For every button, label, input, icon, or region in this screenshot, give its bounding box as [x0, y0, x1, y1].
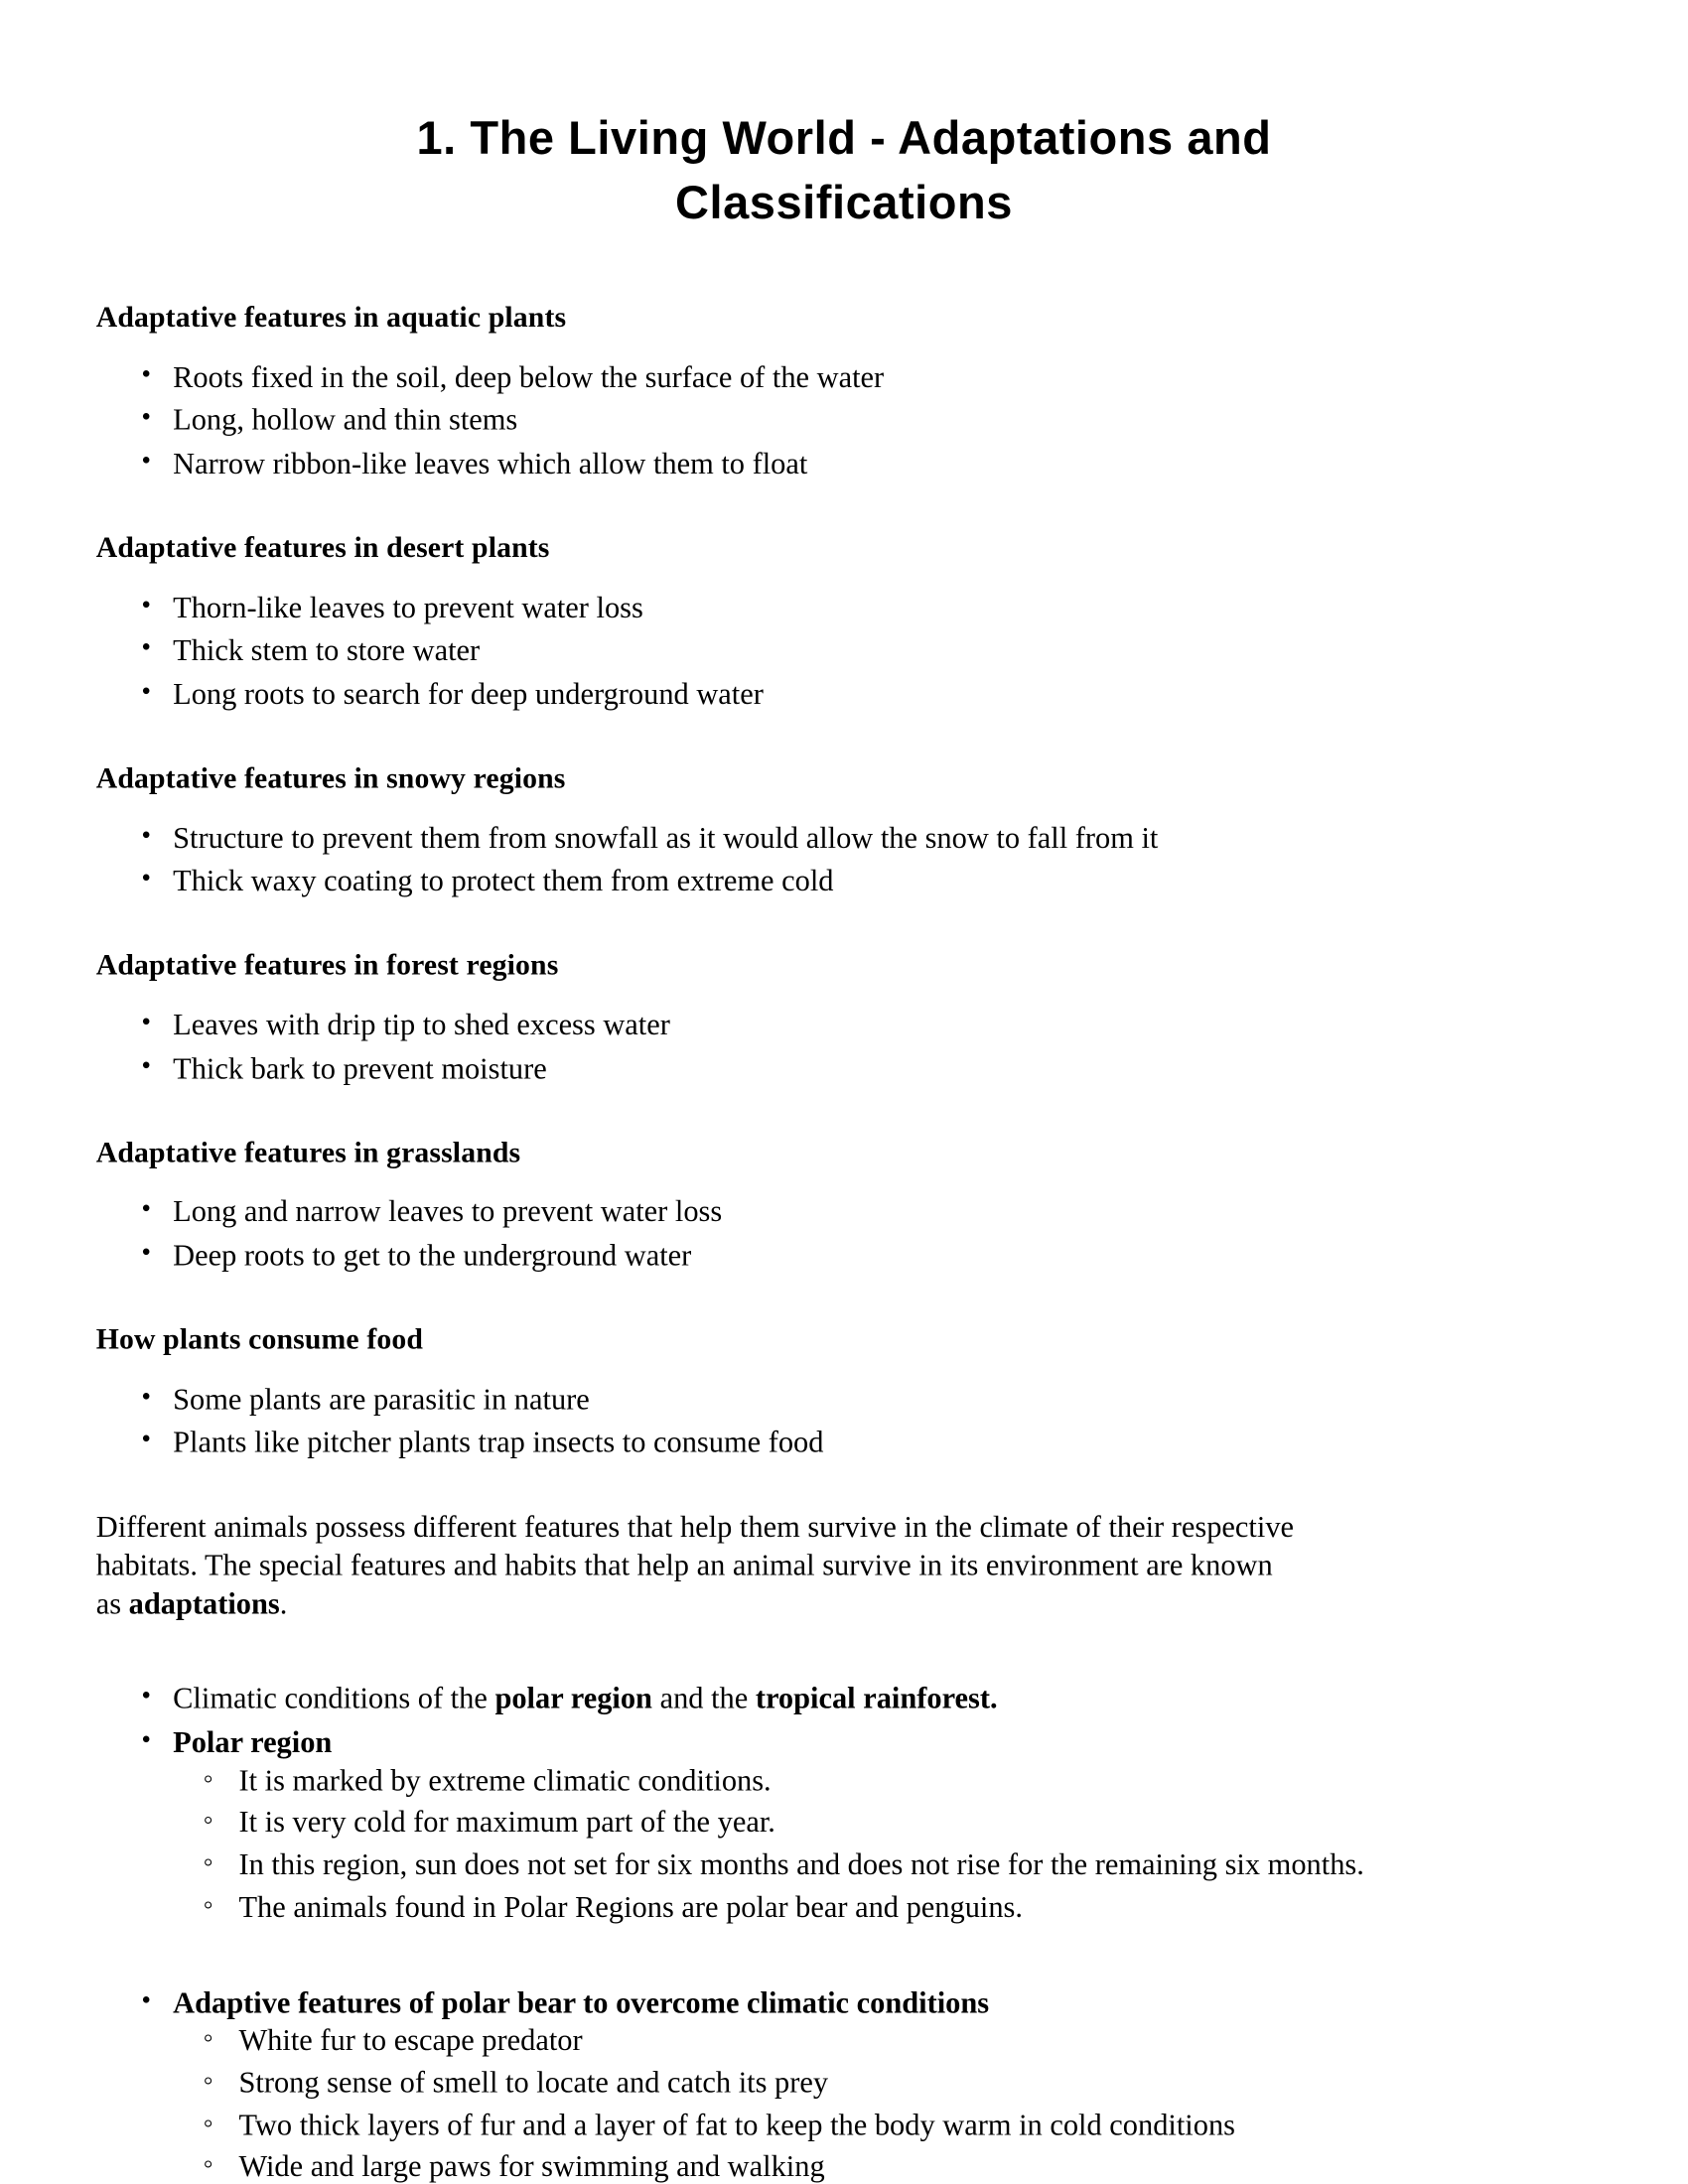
section-desert-plants: [96, 529, 1590, 713]
list-item: ◦ White fur to escape predator: [173, 2021, 1589, 2059]
section-heading: Adaptative features in forest regions: [95, 948, 559, 982]
list-item: ◦ The animals found in Polar Regions are polar bear and penguins.: [173, 1888, 1589, 1926]
section-spacer: [96, 1093, 1590, 1134]
outline-list-polar-bear: [96, 1983, 1590, 2184]
list-item: • Some plants are parasitic in nature: [96, 1380, 1590, 1418]
section-snowy-regions: [96, 760, 1590, 900]
list-item-polar-region: [96, 1723, 1590, 1926]
adaptations-term: adaptations: [128, 1585, 280, 1620]
list-item: ◦ It is very cold for maximum part of the year.: [173, 1804, 1589, 1842]
adaptations-paragraph: [96, 1508, 1590, 1622]
paragraph-line: habitats. The special features and habits that help an animal survive in its environment are known: [95, 1547, 1273, 1582]
list-item: ◦ Strong sense of smell to locate and catch its prey: [173, 2064, 1589, 2102]
section-heading: Adaptative features in snowy regions: [95, 760, 566, 795]
list-item: • Structure to prevent them from snowfall as it would allow the snow to fall from it: [96, 819, 1590, 857]
paragraph-text: .: [279, 1585, 288, 1620]
section-forest-regions: [96, 947, 1590, 1087]
page-title: 1. The Living World - Adaptations and Classifications: [416, 112, 1272, 229]
sub-bullet-list: [173, 1761, 1589, 1926]
list-item: ◦ Wide and large paws for swimming and walking: [173, 2148, 1589, 2184]
section-grasslands: [96, 1134, 1590, 1274]
section-spacer: [96, 1280, 1590, 1320]
list-item: • Narrow ribbon-like leaves which allow them to float: [96, 445, 1590, 482]
list-item: ◦ In this region, sun does not set for six months and does not rise for the remaining six months.: [173, 1845, 1589, 1883]
outline-text: and the: [651, 1681, 756, 1716]
paragraph-line: [96, 1584, 1469, 1622]
section-heading: Adaptative features in desert plants: [95, 530, 550, 564]
list-item: ◦ It is marked by extreme climatic conditions.: [173, 1761, 1589, 1799]
paragraph-spacer: [96, 1622, 1590, 1658]
list-item: • Long and narrow leaves to prevent water loss: [96, 1193, 1590, 1231]
bullet-list: [96, 589, 1590, 714]
section-heading: Adaptative features in aquatic plants: [95, 300, 567, 334]
polar-region-term: polar region: [494, 1681, 652, 1716]
list-item-climatic-conditions: [96, 1680, 1590, 1717]
tropical-rainforest-term: tropical rainforest.: [755, 1681, 998, 1716]
list-item: • Thick waxy coating to protect them from extreme cold: [96, 863, 1590, 900]
outline-spacer: [96, 1931, 1590, 1961]
outline-list: [96, 1680, 1590, 1926]
polar-region-heading: Polar region: [173, 1724, 333, 1759]
list-item: • Plants like pitcher plants trap insects to consume food: [96, 1424, 1590, 1461]
section-spacer: [96, 488, 1590, 529]
sub-bullet-list: [173, 2021, 1589, 2184]
bullet-list: [96, 1006, 1590, 1087]
section-heading: How plants consume food: [95, 1322, 424, 1356]
list-item: • Leaves with drip tip to shed excess water: [96, 1006, 1590, 1043]
list-item: • Roots fixed in the soil, deep below the surface of the water: [96, 357, 1590, 395]
section-heading: Adaptative features in grasslands: [95, 1135, 521, 1168]
list-item: • Long roots to search for deep underground water: [96, 675, 1590, 713]
bullet-list: [96, 1380, 1590, 1461]
section-spacer: [96, 1467, 1590, 1508]
list-item-polar-bear-features: [96, 1983, 1590, 2184]
section-spacer: [96, 719, 1590, 759]
paragraph-text: as: [95, 1585, 129, 1620]
list-item: • Deep roots to get to the underground water: [96, 1236, 1590, 1274]
list-item: • Thick stem to store water: [96, 631, 1590, 669]
list-item: • Thick bark to prevent moisture: [96, 1049, 1590, 1087]
outline-text: Climatic conditions of the: [173, 1681, 495, 1716]
bullet-list: [96, 819, 1590, 900]
section-plant-food: [96, 1321, 1590, 1461]
polar-bear-heading: Adaptive features of polar bear to overcome climatic conditions: [173, 1984, 990, 2019]
bullet-list: [96, 357, 1590, 482]
section-spacer: [96, 905, 1590, 946]
list-item: • Thorn-like leaves to prevent water loss: [96, 589, 1590, 626]
bullet-list: [96, 1193, 1590, 1275]
list-item: ◦ Two thick layers of fur and a layer of fat to keep the body warm in cold conditions: [173, 2106, 1589, 2143]
document-content: [0, 299, 1688, 2184]
list-item: • Long, hollow and thin stems: [96, 401, 1590, 439]
paragraph-line: Different animals possess different features that help them survive in the climate of their respective: [95, 1509, 1295, 1545]
section-aquatic-plants: [96, 299, 1590, 482]
